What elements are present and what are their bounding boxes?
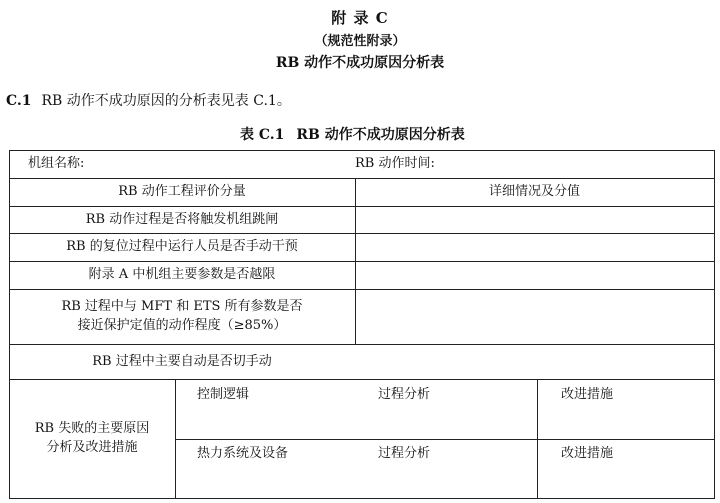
appendix-title: 附 录 C — [331, 9, 389, 27]
rb-time-label: RB 动作时间: — [355, 156, 435, 171]
eval-row-manual-intervention: RB 的复位过程中运行人员是否手动干预 — [66, 239, 298, 254]
table-line — [9, 233, 715, 234]
table-line — [9, 150, 715, 151]
table-line — [714, 150, 715, 499]
table-line — [175, 379, 176, 499]
eval-row-auto-to-manual: RB 过程中主要自动是否切手动 — [92, 354, 272, 369]
table-line — [9, 498, 715, 499]
sub-row-analysis: 过程分析 — [378, 446, 431, 461]
appendix-heading: RB 动作不成功原因分析表 — [275, 55, 445, 71]
table-line — [9, 178, 715, 179]
table-line — [9, 379, 715, 380]
table-line — [9, 206, 715, 207]
table-line — [9, 344, 715, 345]
sub-row-category: 热力系统及设备 — [197, 446, 289, 461]
sub-row-analysis: 过程分析 — [378, 387, 431, 402]
clause-number: C.1 — [6, 93, 32, 109]
eval-row-param-limit: 附录 A 中机组主要参数是否越限 — [88, 267, 276, 282]
eval-row-mft-ets-line1: RB 过程中与 MFT 和 ETS 所有参数是否 — [61, 299, 303, 314]
sub-row-measures: 改进措施 — [561, 387, 614, 402]
unit-name-label: 机组名称: — [28, 156, 85, 171]
failure-label-line2: 分析及改进措施 — [46, 440, 138, 455]
table-line — [175, 439, 715, 440]
col-header-item: RB 动作工程评价分量 — [118, 184, 246, 199]
table-line — [9, 261, 715, 262]
table-line — [9, 289, 715, 290]
eval-row-trip: RB 动作过程是否将触发机组跳闸 — [85, 212, 279, 227]
table-line — [537, 379, 538, 499]
eval-row-mft-ets-line2: 接近保护定值的动作程度（≥85%） — [77, 318, 287, 333]
table-caption-number: 表 C.1 — [240, 127, 285, 143]
appendix-subtitle: （规范性附录） — [314, 34, 406, 49]
col-header-detail: 详细情况及分值 — [488, 184, 580, 199]
table-caption-title: RB 动作不成功原因分析表 — [296, 127, 465, 143]
clause-text: RB 动作不成功原因的分析表见表 C.1。 — [41, 93, 291, 109]
sub-row-measures: 改进措施 — [561, 446, 614, 461]
sub-row-category: 控制逻辑 — [197, 387, 250, 402]
failure-label-line1: RB 失败的主要原因 — [34, 421, 150, 436]
table-line — [355, 178, 356, 344]
